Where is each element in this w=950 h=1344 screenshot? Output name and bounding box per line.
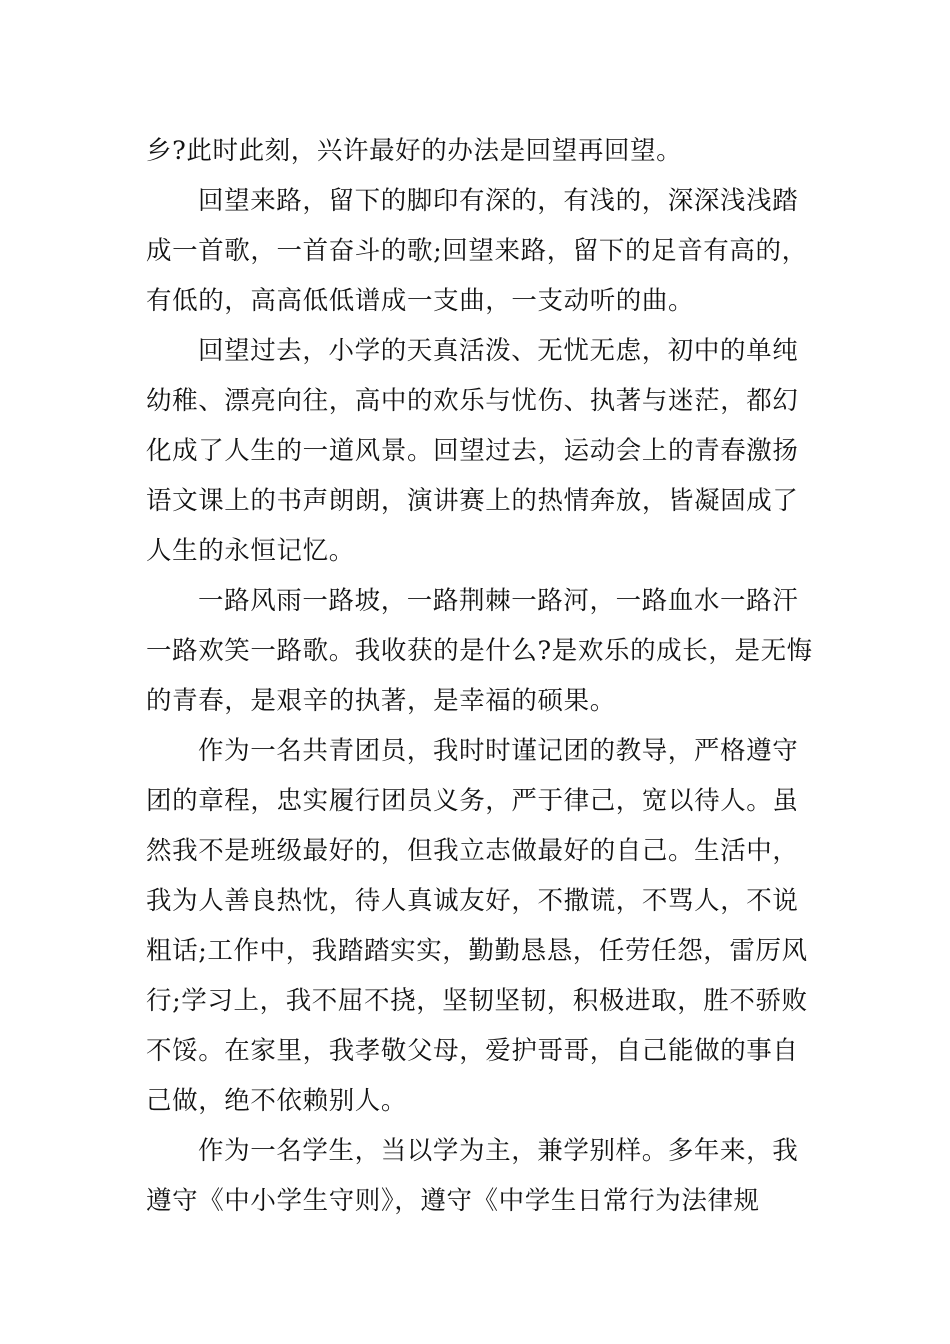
text-line: 成一首歌，一首奋斗的歌;回望来路，留下的足音有高的， xyxy=(146,236,808,266)
text-line: 人生的永恒记忆。 xyxy=(146,536,355,566)
text-line: 一路风雨一路坡，一路荆棘一路河，一路血水一路汗 xyxy=(198,586,799,616)
text-line: 作为一名学生，当以学为主，兼学别样。多年来，我 xyxy=(198,1136,799,1166)
text-line: 化成了人生的一道风景。回望过去，运动会上的青春激扬 xyxy=(146,436,799,466)
text-line: 行;学习上，我不屈不挠，坚韧坚韧，积极进取，胜不骄败 xyxy=(146,986,808,1016)
body-text xyxy=(146,126,813,1226)
text-line: 有低的，高高低低谱成一支曲，一支动听的曲。 xyxy=(146,286,695,316)
text-line: 幼稚、漂亮向往，高中的欢乐与忧伤、执著与迷茫，都幻 xyxy=(146,386,799,416)
text-line: 乡?此时此刻，兴许最好的办法是回望再回望。 xyxy=(146,136,683,166)
text-line: 然我不是班级最好的，但我立志做最好的自己。生活中， xyxy=(146,836,799,866)
text-line: 的青春，是艰辛的执著，是幸福的硕果。 xyxy=(146,686,616,716)
text-line: 不馁。在家里，我孝敬父母，爱护哥哥，自己能做的事自 xyxy=(146,1036,799,1066)
text-line: 团的章程，忠实履行团员义务，严于律己，宽以待人。虽 xyxy=(146,786,799,816)
text-line: 回望来路，留下的脚印有深的，有浅的，深深浅浅踏 xyxy=(198,186,799,216)
text-line: 作为一名共青团员，我时时谨记团的教导，严格遵守 xyxy=(198,736,799,766)
text-line: 己做，绝不依赖别人。 xyxy=(146,1086,408,1116)
text-line: 我为人善良热忱，待人真诚友好，不撒谎，不骂人，不说 xyxy=(146,886,799,916)
text-line: 回望过去，小学的天真活泼、无忧无虑，初中的单纯 xyxy=(198,336,799,366)
text-line: 粗话;工作中，我踏踏实实，勤勤恳恳，任劳任怨，雷厉风 xyxy=(146,936,808,966)
text-line: 遵守《中小学生守则》，遵守《中学生日常行为法律规 xyxy=(146,1186,760,1216)
text-line: 一路欢笑一路歌。我收获的是什么?是欢乐的成长，是无悔 xyxy=(146,636,813,666)
text-line: 语文课上的书声朗朗，演讲赛上的热情奔放，皆凝固成了 xyxy=(146,486,799,516)
